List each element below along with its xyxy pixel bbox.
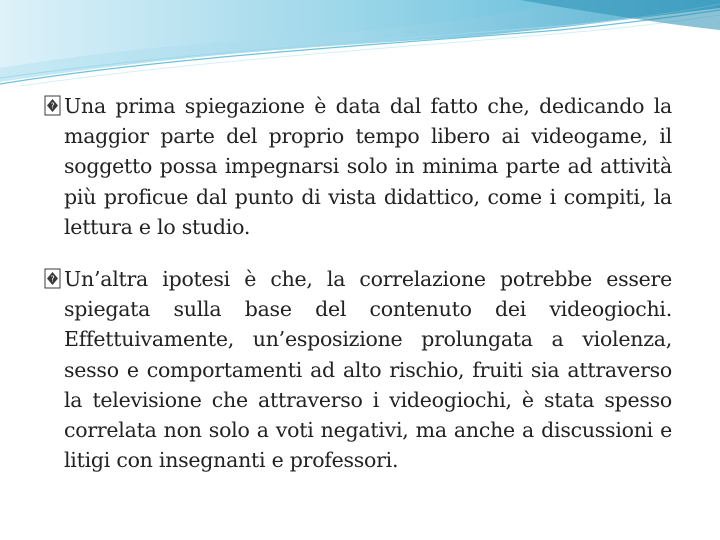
slide-body — [44, 91, 672, 475]
paragraph-2 — [44, 264, 672, 475]
missing-glyph-box-icon — [44, 95, 61, 116]
paragraph-2-text: Un’altra ipotesi è che, la correlazione potrebbe essere spiegata sulla base del contenuto dei videogiochi. Effettuivamente, un’esposizione prolungata a violenza, sesso e comportamenti ad alto rischio, fruiti sia attraverso la televisione che attraverso i videogiochi, è stata spesso correlata non solo a voti negativi, ma anche a discussioni e litigi con insegnanti e professori. — [64, 267, 672, 473]
wave-header-decoration — [0, 0, 720, 90]
paragraph-1 — [44, 91, 672, 242]
paragraph-1-text: Una prima spiegazione è data dal fatto che, dedicando la maggior parte del proprio tempo libero ai videogame, il soggetto possa impegnarsi solo in minima parte ad attività più proficue dal punto di vista didattico, come i compiti, la lettura e lo studio. — [64, 94, 672, 239]
missing-glyph-box-icon — [44, 268, 61, 289]
svg-text:?: ? — [50, 274, 55, 284]
svg-text:?: ? — [50, 101, 55, 111]
